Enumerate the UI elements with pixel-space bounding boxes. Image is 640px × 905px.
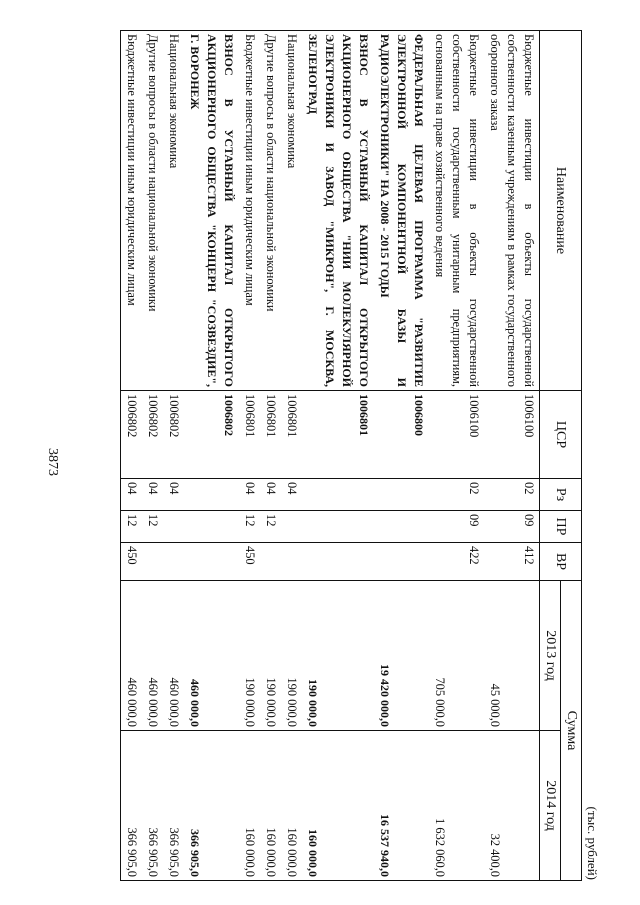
cell-y2013: 460 000,0 [163, 581, 184, 731]
cell-name: ВЗНОС В УСТАВНЫЙ КАПИТАЛ ОТКРЫТОГО АКЦИОНЕРНОГО ОБЩЕСТВА "НИИ МОЛЕКУЛЯРНОЙ ЭЛЕКТРОНИКИ И ЗАВОД "МИКРОН", Г. МОСКВА, ЗЕЛЕНОГРАД [302, 31, 374, 391]
cell-name: Другие вопросы в области национальной экономики [260, 31, 281, 391]
budget-table [120, 30, 582, 881]
cell-rz: 04 [260, 479, 281, 511]
cell-vr [260, 543, 281, 581]
rotated-page-content [80, 30, 600, 880]
cell-y2013: 190 000,0 [302, 581, 374, 731]
table-row [484, 31, 540, 881]
cell-rz: 04 [163, 479, 184, 511]
cell-rz: 04 [142, 479, 163, 511]
cell-rz [374, 479, 429, 511]
table-row [260, 31, 281, 881]
cell-rz: 02 [429, 479, 484, 511]
page-number-text: 3873 [45, 448, 60, 476]
table-row [121, 31, 143, 881]
cell-y2014: 366 905,0 [121, 731, 143, 881]
cell-y2014: 366 905,0 [142, 731, 163, 881]
cell-y2014: 366 905,0 [184, 731, 239, 881]
cell-pr: 12 [260, 511, 281, 543]
header-rz: Рз [540, 479, 582, 511]
cell-pr: 12 [121, 511, 143, 543]
table-row [281, 31, 302, 881]
cell-name: ФЕДЕРАЛЬНАЯ ЦЕЛЕВАЯ ПРОГРАММА "РАЗВИТИЕ ЭЛЕКТРОННОЙ КОМПОНЕНТНОЙ БАЗЫ И РАДИОЭЛЕКТРОНИКИ" НА 2008 - 2015 ГОДЫ [374, 31, 429, 391]
header-row [561, 31, 582, 881]
cell-rz: 04 [121, 479, 143, 511]
page-number [40, 442, 62, 482]
cell-vr [374, 543, 429, 581]
header-pr: ПР [540, 511, 582, 543]
cell-pr: 12 [142, 511, 163, 543]
cell-y2013: 45 000,0 [484, 581, 540, 731]
header-vr: ВР [540, 543, 582, 581]
cell-rz: 04 [239, 479, 260, 511]
cell-pr [184, 511, 239, 543]
cell-csr: 1006802 [142, 391, 163, 479]
cell-name: Бюджетные инвестиции в объекты государственной собственности казенным учреждениям в рамках государственного оборонного заказа [484, 31, 540, 391]
cell-csr: 1006801 [302, 391, 374, 479]
cell-y2014: 160 000,0 [260, 731, 281, 881]
cell-pr: 09 [429, 511, 484, 543]
cell-y2014: 366 905,0 [163, 731, 184, 881]
cell-y2013: 705 000,0 [429, 581, 484, 731]
table-row [239, 31, 260, 881]
cell-vr [281, 543, 302, 581]
cell-y2013: 460 000,0 [142, 581, 163, 731]
cell-pr [374, 511, 429, 543]
cell-vr: 450 [239, 543, 260, 581]
cell-csr: 1006802 [121, 391, 143, 479]
header-sum: Сумма [561, 581, 582, 881]
cell-y2013: 190 000,0 [239, 581, 260, 731]
header-name: Наименование [540, 31, 582, 391]
table-row [142, 31, 163, 881]
unit-note: (тыс. рублей) [585, 806, 600, 880]
cell-y2014: 160 000,0 [239, 731, 260, 881]
cell-pr [163, 511, 184, 543]
cell-rz: 04 [281, 479, 302, 511]
cell-rz [302, 479, 374, 511]
table-row [163, 31, 184, 881]
cell-pr: 12 [239, 511, 260, 543]
cell-name: Другие вопросы в области национальной экономики [142, 31, 163, 391]
cell-y2014: 1 632 060,0 [429, 731, 484, 881]
cell-rz: 02 [484, 479, 540, 511]
cell-y2014: 32 400,0 [484, 731, 540, 881]
cell-csr: 1006801 [239, 391, 260, 479]
cell-csr: 1006801 [260, 391, 281, 479]
cell-y2013: 460 000,0 [184, 581, 239, 731]
cell-vr: 412 [484, 543, 540, 581]
cell-csr: 1006100 [429, 391, 484, 479]
cell-name: Национальная экономика [281, 31, 302, 391]
cell-name: ВЗНОС В УСТАВНЫЙ КАПИТАЛ ОТКРЫТОГО АКЦИОНЕРНОГО ОБЩЕСТВА "КОНЦЕРН "СОЗВЕЗДИЕ", Г. ВОРОНЕЖ [184, 31, 239, 391]
cell-vr [302, 543, 374, 581]
cell-y2014: 16 537 940,0 [374, 731, 429, 881]
cell-y2013: 190 000,0 [281, 581, 302, 731]
cell-vr: 450 [121, 543, 143, 581]
header-2014: 2014 год [540, 731, 561, 881]
table-body [121, 31, 540, 881]
cell-y2014: 160 000,0 [281, 731, 302, 881]
cell-pr: 09 [484, 511, 540, 543]
cell-name: Национальная экономика [163, 31, 184, 391]
cell-pr [281, 511, 302, 543]
cell-pr [302, 511, 374, 543]
cell-vr: 422 [429, 543, 484, 581]
cell-name: Бюджетные инвестиции в объекты государственной собственности государственным унитарным предприятиям, основанным на праве хозяйственного ведения [429, 31, 484, 391]
cell-vr [142, 543, 163, 581]
cell-csr: 1006800 [374, 391, 429, 479]
cell-y2014: 160 000,0 [302, 731, 374, 881]
cell-vr [184, 543, 239, 581]
header-2013: 2013 год [540, 581, 561, 731]
cell-csr: 1006802 [184, 391, 239, 479]
table-row [374, 31, 429, 881]
cell-y2013: 460 000,0 [121, 581, 143, 731]
cell-name: Бюджетные инвестиции иным юридическим лицам [239, 31, 260, 391]
cell-y2013: 190 000,0 [260, 581, 281, 731]
cell-csr: 1006100 [484, 391, 540, 479]
cell-vr [163, 543, 184, 581]
cell-csr: 1006802 [163, 391, 184, 479]
table-row [302, 31, 374, 881]
header-csr: ЦСР [540, 391, 582, 479]
table-row [184, 31, 239, 881]
table-row [429, 31, 484, 881]
cell-name: Бюджетные инвестиции иным юридическим лицам [121, 31, 143, 391]
cell-rz [184, 479, 239, 511]
cell-y2013: 19 420 000,0 [374, 581, 429, 731]
cell-csr: 1006801 [281, 391, 302, 479]
